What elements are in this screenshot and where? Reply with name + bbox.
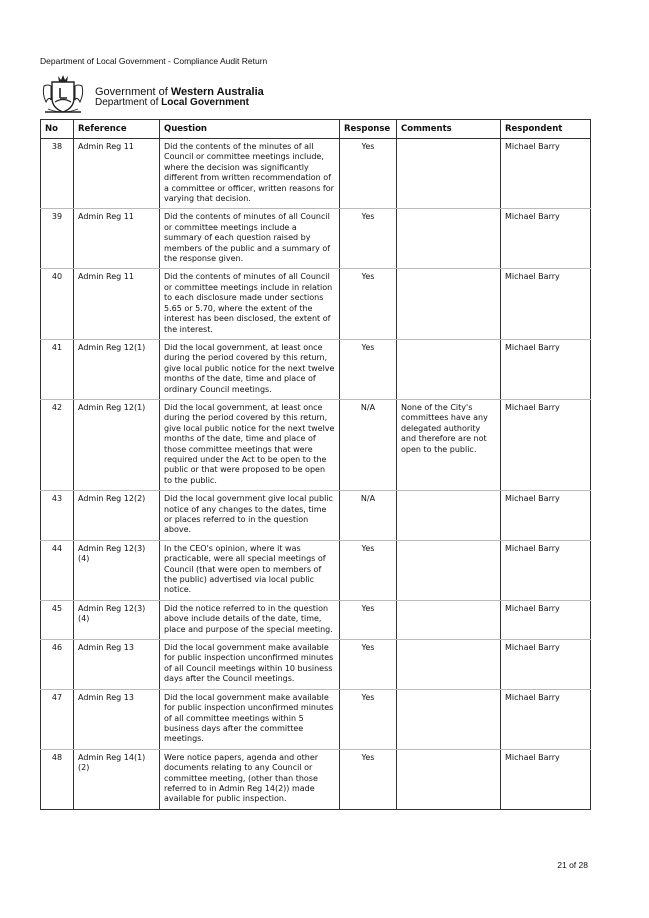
row-reference: Admin Reg 11 [74, 209, 160, 269]
table-row [41, 689, 591, 749]
department-name: Department of Local Government [95, 97, 249, 108]
row-number: 38 [41, 139, 74, 209]
row-comments [397, 749, 501, 809]
page-number: 21 of 28 [557, 860, 588, 870]
row-respondent: Michael Barry [501, 269, 591, 339]
row-comments [397, 139, 501, 209]
table-row [41, 749, 591, 809]
row-response: Yes [340, 269, 397, 339]
row-response: Yes [340, 749, 397, 809]
row-comments [397, 640, 501, 690]
header-no: No [41, 120, 74, 139]
row-comments [397, 689, 501, 749]
row-reference: Admin Reg 12(1) [74, 339, 160, 399]
row-number: 45 [41, 600, 74, 639]
row-response: Yes [340, 339, 397, 399]
header-comments: Comments [397, 120, 501, 139]
row-respondent: Michael Barry [501, 689, 591, 749]
row-reference: Admin Reg 12(3) (4) [74, 540, 160, 600]
row-respondent: Michael Barry [501, 209, 591, 269]
row-number: 43 [41, 491, 74, 541]
table-row [41, 209, 591, 269]
table-row [41, 491, 591, 541]
row-question: Did the local government make available for public inspection unconfirmed minutes of all Council meetings within 10 business days after the Council meetings. [160, 640, 340, 690]
table-row [41, 139, 591, 209]
row-comments [397, 269, 501, 339]
header-question: Question [160, 120, 340, 139]
row-response: Yes [340, 640, 397, 690]
row-respondent: Michael Barry [501, 600, 591, 639]
row-number: 44 [41, 540, 74, 600]
row-response: N/A [340, 491, 397, 541]
row-number: 47 [41, 689, 74, 749]
row-respondent: Michael Barry [501, 399, 591, 490]
row-reference: Admin Reg 13 [74, 640, 160, 690]
row-comments [397, 540, 501, 600]
row-question: Did the local government make available for public inspection unconfirmed minutes of all committee meetings within 5 business days after the committee meetings. [160, 689, 340, 749]
row-response: N/A [340, 399, 397, 490]
table-row [41, 540, 591, 600]
table-row [41, 640, 591, 690]
row-reference: Admin Reg 14(1) (2) [74, 749, 160, 809]
row-response: Yes [340, 540, 397, 600]
row-respondent: Michael Barry [501, 540, 591, 600]
row-question: Did the local government give local public notice of any changes to the dates, time or places referred to in the question above. [160, 491, 340, 541]
row-number: 48 [41, 749, 74, 809]
row-question: Did the local government, at least once during the period covered by this return, give local public notice for the next twelve months of the date, time and place of those committee meetings that were required under the Act to be open to the public or that were proposed to be open to the public. [160, 399, 340, 490]
row-question: Were notice papers, agenda and other documents relating to any Council or committee meeting, (other than those referred to in Admin Reg 14(2)) made available for public inspection. [160, 749, 340, 809]
row-number: 39 [41, 209, 74, 269]
government-logo-block [40, 72, 300, 116]
row-response: Yes [340, 209, 397, 269]
row-question: Did the local government, at least once during the period covered by this return, give local public notice for the next twelve months of the date, time and place of ordinary Council meetings. [160, 339, 340, 399]
row-respondent: Michael Barry [501, 339, 591, 399]
row-comments [397, 491, 501, 541]
row-question: Did the contents of minutes of all Council or committee meetings include a summary of each question raised by members of the public and a summary of the response given. [160, 209, 340, 269]
row-reference: Admin Reg 12(3) (4) [74, 600, 160, 639]
row-reference: Admin Reg 12(2) [74, 491, 160, 541]
table-row [41, 339, 591, 399]
table-row [41, 600, 591, 639]
row-response: Yes [340, 689, 397, 749]
header-reference: Reference [74, 120, 160, 139]
row-number: 46 [41, 640, 74, 690]
row-reference: Admin Reg 13 [74, 689, 160, 749]
table-row [41, 269, 591, 339]
row-reference: Admin Reg 11 [74, 269, 160, 339]
running-header: Department of Local Government - Compliance Audit Return [40, 56, 268, 66]
row-question: In the CEO's opinion, where it was practicable, were all special meetings of Council (that were open to members of the public) advertised via local public notice. [160, 540, 340, 600]
row-question: Did the notice referred to in the question above include details of the date, time, place and purpose of the special meeting. [160, 600, 340, 639]
header-response: Response [340, 120, 397, 139]
row-comments [397, 600, 501, 639]
row-comments: None of the City's committees have any delegated authority and therefore are not open to the public. [397, 399, 501, 490]
row-comments [397, 209, 501, 269]
row-question: Did the contents of the minutes of all Council or committee meetings include, where the decision was significantly different from written recommendation of a committee or officer, written reasons for varying that decision. [160, 139, 340, 209]
row-number: 41 [41, 339, 74, 399]
wa-coat-of-arms-icon [40, 72, 86, 116]
row-respondent: Michael Barry [501, 491, 591, 541]
row-reference: Admin Reg 12(1) [74, 399, 160, 490]
compliance-audit-table [40, 119, 591, 810]
header-respondent: Respondent [501, 120, 591, 139]
row-number: 40 [41, 269, 74, 339]
row-respondent: Michael Barry [501, 139, 591, 209]
row-question: Did the contents of minutes of all Council or committee meetings include in relation to each disclosure made under sections 5.65 or 5.70, where the extent of the interest has been disclosed, the extent of the interest. [160, 269, 340, 339]
row-respondent: Michael Barry [501, 640, 591, 690]
government-name: Government of Western Australia [95, 86, 264, 98]
row-response: Yes [340, 139, 397, 209]
table-row [41, 399, 591, 490]
row-respondent: Michael Barry [501, 749, 591, 809]
row-number: 42 [41, 399, 74, 490]
row-comments [397, 339, 501, 399]
row-response: Yes [340, 600, 397, 639]
row-reference: Admin Reg 11 [74, 139, 160, 209]
table-header-row [41, 120, 591, 139]
